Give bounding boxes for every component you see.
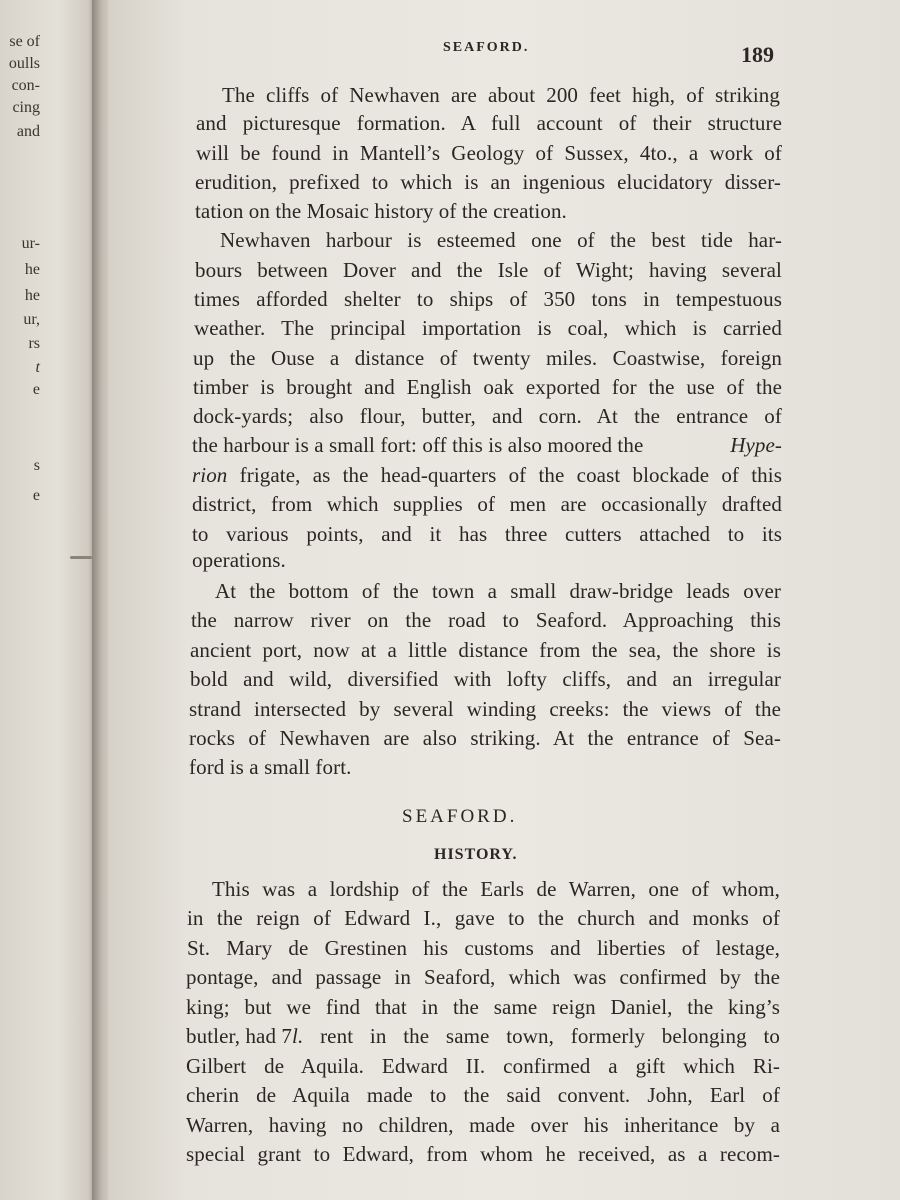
page-number: 189 [741,42,774,67]
italic-word: Hype- [730,433,782,457]
left-fragment: rs [28,335,40,352]
subsection-heading: HISTORY. [434,846,518,863]
text-line: weather. The principal importation is coal, which is carried [194,316,782,340]
italic-word: rion [192,463,228,487]
text-line: Newhaven harbour is esteemed one of the best tide har- [220,228,782,252]
text-line: dock-yards; also flour, butter, and corn. At the entrance of [193,404,782,428]
text-line: ford is a small fort. [189,755,352,779]
left-fragment: se of [9,33,40,50]
text-span: the harbour is a small fort: off this is also moored the [192,433,649,457]
left-fragment: con- [11,77,40,94]
left-fragment: e [32,381,40,398]
text-line: up the Ouse a distance of twenty miles. Coastwise, foreign [193,346,782,370]
left-fragment: t [35,359,40,376]
text-line: special grant to Edward, from whom he received, as a recom- [186,1142,780,1166]
left-fragment: s [33,457,40,474]
text-line: pontage, and passage in Seaford, which was confirmed by the [186,965,780,989]
text-line [192,462,782,488]
text-line: and picturesque formation. A full account of their structure [196,111,782,135]
text-span: butler, had 7 [186,1024,293,1048]
running-head: SEAFORD. [443,40,530,55]
left-fragment: oulls [8,55,40,72]
italic-word: l. [292,1024,304,1048]
text-line: Gilbert de Aquila. Edward II. confirmed a gift which Ri- [186,1054,780,1078]
text-line: king; but we find that in the same reign Daniel, the king’s [186,995,780,1019]
text-line: St. Mary de Grestinen his customs and liberties of lestage, [187,936,780,960]
text-line: The cliffs of Newhaven are about 200 feet high, of striking [222,83,780,107]
text-line: erudition, prefixed to which is an ingenious elucidatory disser- [195,170,781,194]
text-line: times afforded shelter to ships of 350 tons in tempestuous [194,287,782,311]
binding-stitch [70,556,92,559]
left-fragment: and [16,123,40,140]
left-fragment: he [24,287,40,304]
text-line [186,1023,780,1049]
left-fragment: ur- [21,235,40,252]
left-fragment: cing [12,99,40,116]
text-line [192,432,782,458]
text-line: strand intersected by several winding creeks: the views of the [189,697,781,721]
text-line: This was a lordship of the Earls de Warren, one of whom, [212,877,780,901]
section-heading: SEAFORD. [402,806,518,827]
text-span: rent in the same town, formerly belonging to [303,1024,780,1048]
left-fragment: ur, [23,311,40,328]
text-line: timber is brought and English oak exported for the use of the [193,375,782,399]
text-span: frigate, as the head-quarters of the coast blockade of this [227,463,782,487]
text-line: operations. [192,548,286,572]
text-line: bours between Dover and the Isle of Wight; having several [195,258,782,282]
left-fragment: he [24,261,40,278]
text-line: bold and wild, diversified with lofty cliffs, and an irregular [190,667,781,691]
text-line: cherin de Aquila made to the said convent. John, Earl of [186,1083,780,1107]
text-line: tation on the Mosaic history of the creation. [195,199,567,223]
text-line: At the bottom of the town a small draw-bridge leads over [215,579,781,603]
text-line: Warren, having no children, made over his inheritance by a [186,1113,780,1137]
left-page-edge [0,0,96,1200]
text-line: to various points, and it has three cutters attached to its [192,522,782,546]
text-line: in the reign of Edward I., gave to the church and monks of [187,906,780,930]
text-line: rocks of Newhaven are also striking. At the entrance of Sea- [189,726,781,750]
text-line: the narrow river on the road to Seaford. Approaching this [191,608,781,632]
text-line: district, from which supplies of men are occasionally drafted [192,492,782,516]
left-fragment: e [32,487,40,504]
text-line: ancient port, now at a little distance from the sea, the shore is [190,638,781,662]
text-line: will be found in Mantell’s Geology of Sussex, 4to., a work of [196,141,782,165]
